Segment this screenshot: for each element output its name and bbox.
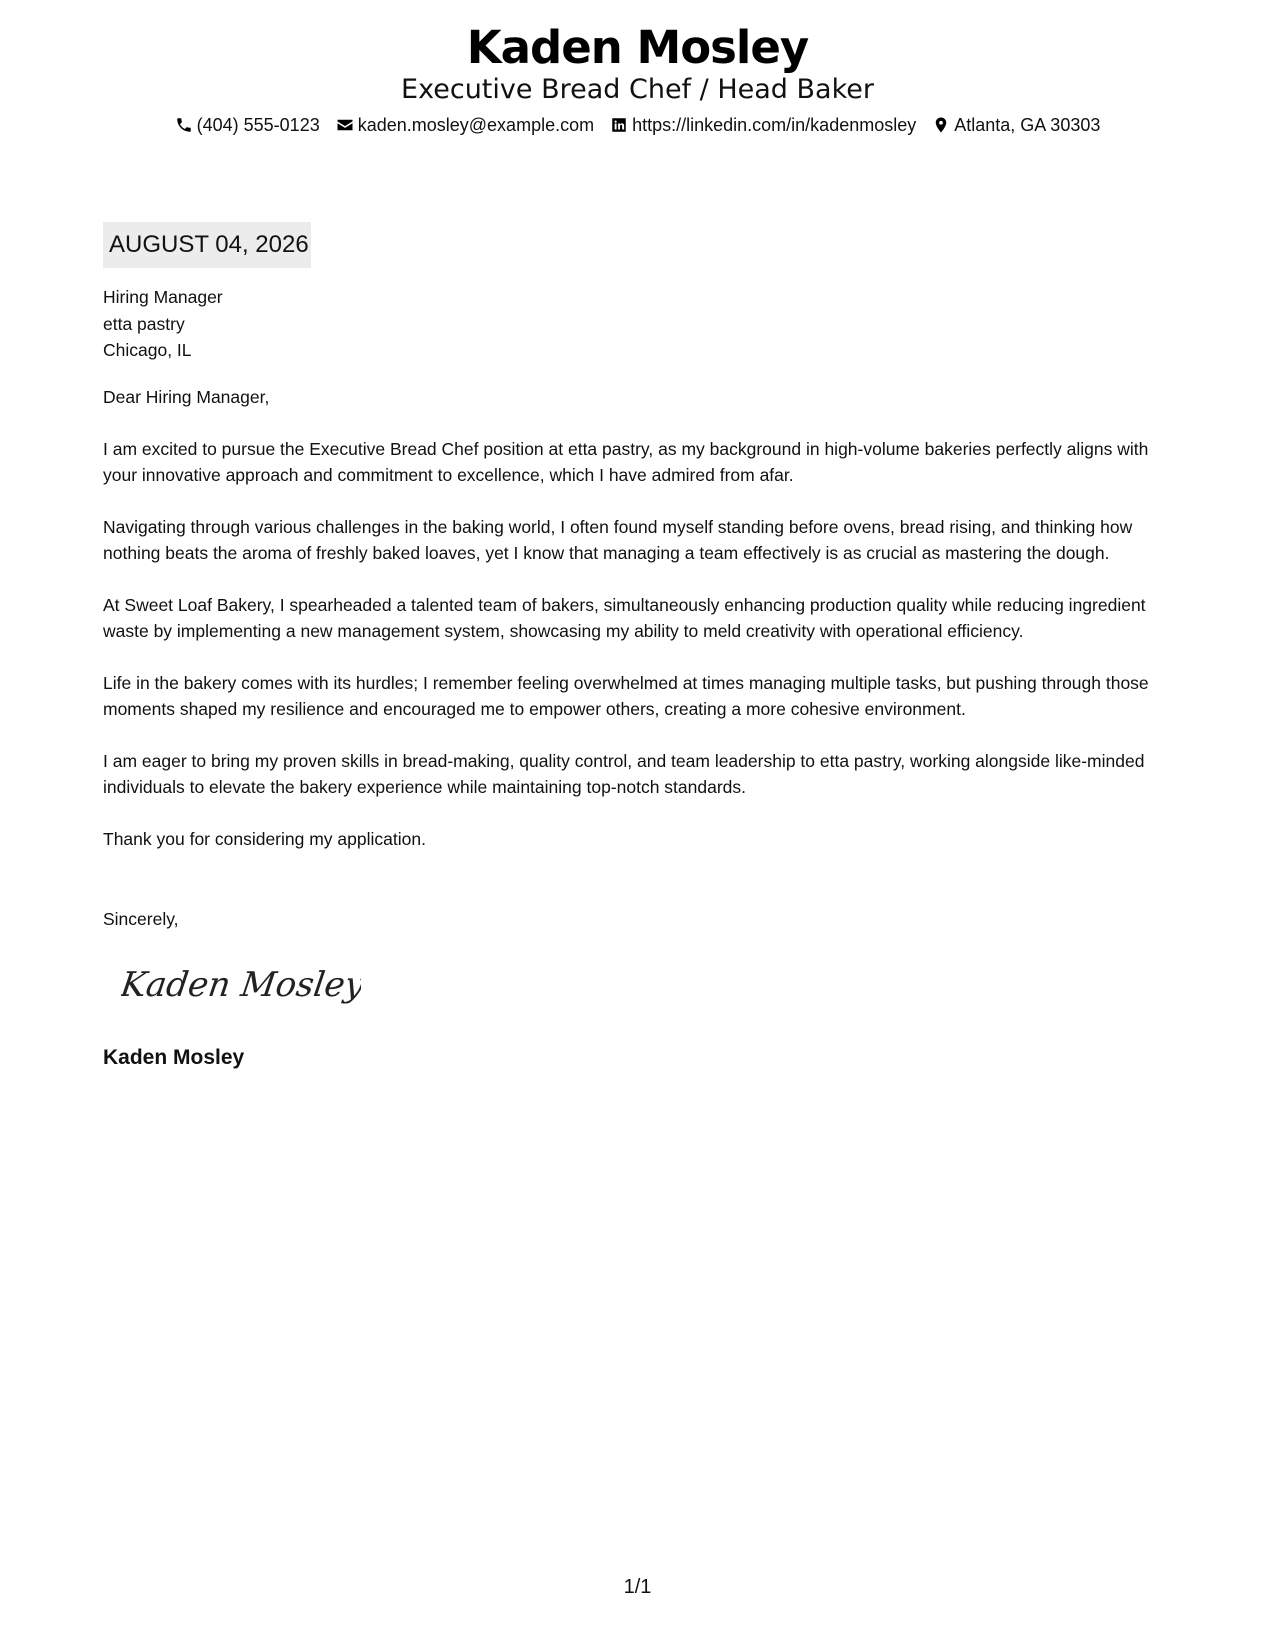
- recipient-location: Chicago, IL: [103, 340, 192, 360]
- signed-name: Kaden Mosley: [103, 1045, 245, 1069]
- handwritten-signature: [121, 956, 361, 1016]
- letter-header: [0, 20, 1275, 138]
- svg-text:Kaden Mosley: Kaden Mosley: [121, 964, 361, 1005]
- contact-bar: [0, 112, 1275, 138]
- phone-text: (404) 555-0123: [196, 115, 320, 135]
- letter-body: [103, 222, 1178, 1073]
- recipient-name: Hiring Manager: [103, 287, 223, 307]
- applicant-title: Executive Bread Chef / Head Baker: [401, 74, 874, 105]
- contact-phone: [175, 112, 320, 138]
- applicant-name: Kaden Mosley: [466, 21, 809, 74]
- email-text[interactable]: kaden.mosley@example.com: [357, 115, 595, 135]
- contact-linkedin[interactable]: [610, 112, 916, 138]
- body-paragraph: Thank you for considering my application.: [103, 828, 426, 849]
- map-marker-icon: [932, 116, 950, 134]
- linkedin-text[interactable]: https://linkedin.com/in/kadenmosley: [632, 115, 917, 135]
- contact-location: [932, 112, 1100, 138]
- body-paragraph: I am eager to bring my proven skills in bread-making, quality control, and team leadership to etta pastry, working alongside like-minded individuals to elevate the bakery experience while maintaining top-notch standards.: [103, 750, 1145, 797]
- letter-date: AUGUST 04, 2026: [103, 222, 311, 268]
- body-paragraph: Life in the bakery comes with its hurdles; I remember feeling overwhelmed at times managing multiple tasks, but pushing through those moments shaped my resilience and encouraged me to empower others, creating a more cohesive environment.: [103, 672, 1149, 719]
- body-paragraph: Navigating through various challenges in the baking world, I often found myself standing before ovens, bread rising, and thinking how nothing beats the aroma of freshly baked loaves, yet I know that managing a team effectively is as crucial as mastering the dough.: [103, 516, 1133, 563]
- location-text: Atlanta, GA 30303: [954, 115, 1101, 135]
- phone-icon: [175, 116, 193, 134]
- page-number: 1/1: [623, 1576, 652, 1598]
- recipient-company: etta pastry: [103, 313, 185, 334]
- salutation: Dear Hiring Manager,: [103, 386, 270, 407]
- body-paragraph: At Sweet Loaf Bakery, I spearheaded a talented team of bakers, simultaneously enhancing production quality while reducing ingredient waste by implementing a new management system, showcasing my ability to meld creativity with operational efficiency.: [103, 594, 1146, 641]
- recipient-block: [103, 284, 1178, 364]
- closing: Sincerely,: [103, 908, 179, 929]
- body-paragraph: I am excited to pursue the Executive Bread Chef position at etta pastry, as my background in high-volume bakeries perfectly aligns with your innovative approach and commitment to excellence, which I have admired from afar.: [103, 438, 1149, 485]
- linkedin-icon: [610, 116, 628, 134]
- contact-email[interactable]: [336, 112, 594, 138]
- envelope-icon: [336, 116, 354, 134]
